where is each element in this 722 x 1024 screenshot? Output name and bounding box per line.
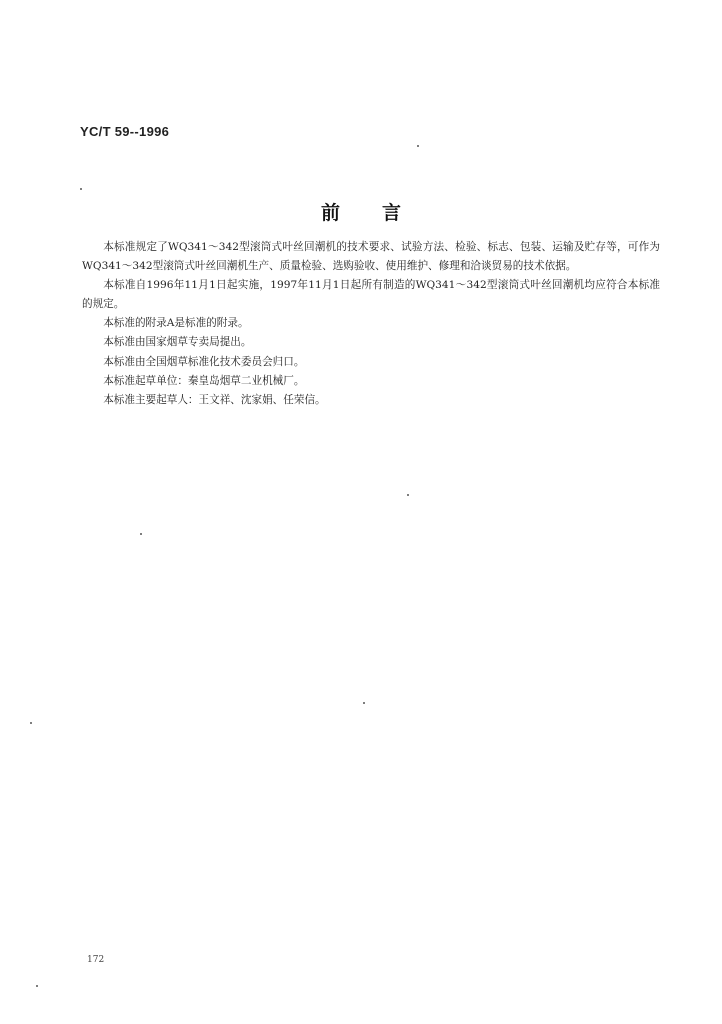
paragraph-drafting-unit: 本标准起草单位：秦皇岛烟草二业机械厂。: [103, 374, 305, 387]
preface-body: [82, 238, 660, 410]
scan-speck: [30, 722, 32, 724]
paragraph-appendix: 本标准的附录A是标准的附录。: [103, 317, 249, 330]
paragraph-proposer: 本标准由国家烟草专卖局提出。: [103, 336, 252, 349]
scan-speck: [140, 533, 142, 535]
page-title: 前言: [320, 202, 443, 224]
page-number: 172: [87, 955, 105, 965]
scan-speck: [417, 145, 419, 147]
standard-code: YC/T 59--1996: [80, 124, 170, 139]
scan-speck: [80, 188, 82, 190]
scan-speck: [363, 702, 365, 704]
paragraph-scope: 本标准规定了WQ341～342型滚筒式叶丝回潮机的技术要求、试验方法、检验、标志、包装、运输及贮存等，可作为WQ341～342型滚筒式叶丝回潮机生产、质量检验、选购验收、使用维护、修理和洽谈贸易的技术依据。: [82, 241, 660, 273]
paragraph-responsible-committee: 本标准由全国烟草标准化技术委员会归口。: [103, 355, 305, 368]
paragraph-drafters: 本标准主要起草人：王文祥、沈家娟、任荣信。: [103, 393, 326, 406]
scan-speck: [36, 985, 38, 987]
paragraph-effective-date: 本标准自1996年11月1日起实施，1997年11月1日起所有制造的WQ341～342型滚筒式叶丝回潮机均应符合本标准的规定。: [82, 279, 660, 311]
scan-speck: [407, 494, 409, 496]
